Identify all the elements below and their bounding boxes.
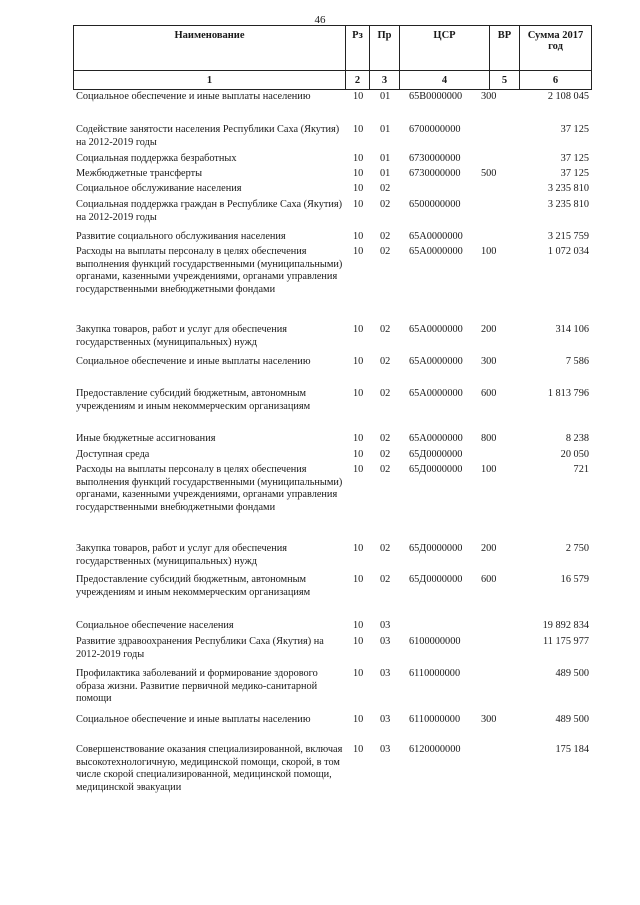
row-sum: 3 235 810 [547,183,589,194]
row-csr: 65Д0000000 [409,574,463,585]
row-rz: 10 [353,636,364,647]
row-vr: 300 [481,714,497,725]
row-name: Межбюджетные трансферты [76,168,203,179]
col-number-5: 5 [490,71,520,90]
row-rz: 10 [353,199,364,210]
row-pr: 02 [380,356,391,367]
row-pr: 01 [380,91,391,102]
row-csr: 6110000000 [409,668,461,679]
row-pr: 02 [380,199,391,210]
row-sum: 2 108 045 [547,91,589,102]
row-name: Социальная поддержка граждан в Республике Саха (Якутия) на 2012-2019 годы [76,199,343,223]
row-vr: 200 [481,543,497,554]
row-csr: 6110000000 [409,714,461,725]
table-header [73,25,592,90]
row-sum: 3 215 759 [547,231,589,242]
row-rz: 10 [353,91,364,102]
row-name: Расходы на выплаты персоналу в целях обеспечения выполнения функций государственными (муниципальными) органами, казенными учреждениями, органами управления государственными внебюджетными фондами [76,246,343,295]
row-sum: 20 050 [560,449,589,460]
row-vr: 300 [481,91,497,102]
row-sum: 37 125 [560,168,589,179]
row-vr: 100 [481,464,497,475]
col-number-1: 1 [74,71,346,90]
row-csr: 65Д0000000 [409,543,463,554]
row-rz: 10 [353,714,364,725]
row-pr: 03 [380,744,391,755]
col-number-6: 6 [520,71,592,90]
header-pr: Пр [370,26,400,71]
row-name: Закупка товаров, работ и услуг для обеспечения государственных (муниципальных) нужд [76,543,287,567]
row-sum: 37 125 [560,124,589,135]
row-sum: 16 579 [560,574,589,585]
row-pr: 02 [380,574,391,585]
row-csr: 65А0000000 [409,388,463,399]
header-name: Наименование [74,26,346,71]
row-csr: 65А0000000 [409,324,463,335]
row-rz: 10 [353,449,364,460]
row-csr: 6100000000 [409,636,461,647]
row-name: Предоставление субсидий бюджетным, автономным учреждениям и иным некоммерческим организациям [76,388,311,412]
row-csr: 65А0000000 [409,231,463,242]
row-rz: 10 [353,668,364,679]
row-pr: 02 [380,388,391,399]
row-pr: 03 [380,636,391,647]
row-sum: 175 184 [555,744,589,755]
row-vr: 800 [481,433,497,444]
row-sum: 2 750 [565,543,589,554]
row-csr: 6700000000 [409,124,461,135]
row-csr: 65А0000000 [409,433,463,444]
row-csr: 65В0000000 [409,91,463,102]
row-sum: 11 175 977 [543,636,589,647]
row-rz: 10 [353,620,364,631]
row-vr: 600 [481,574,497,585]
row-sum: 7 586 [565,356,589,367]
row-pr: 02 [380,246,391,257]
row-rz: 10 [353,388,364,399]
row-rz: 10 [353,464,364,475]
row-sum: 1 813 796 [547,388,589,399]
row-name: Социальное обеспечение населения [76,620,234,631]
row-name: Социальная поддержка безработных [76,153,237,164]
row-name: Доступная среда [76,449,150,460]
row-pr: 02 [380,464,391,475]
row-name: Социальное обеспечение и иные выплаты населению [76,714,311,725]
header-rz: Рз [346,26,370,71]
row-csr: 65Д0000000 [409,449,463,460]
row-rz: 10 [353,153,364,164]
row-csr: 6120000000 [409,744,461,755]
row-sum: 3 235 810 [547,199,589,210]
header-row [74,26,592,71]
row-rz: 10 [353,183,364,194]
row-csr: 6730000000 [409,168,461,179]
row-sum: 489 500 [555,714,589,725]
row-name: Содействие занятости населения Республики Саха (Якутия) на 2012-2019 годы [76,124,340,148]
row-pr: 01 [380,124,391,135]
row-pr: 02 [380,543,391,554]
row-sum: 1 072 034 [547,246,589,257]
row-sum: 489 500 [555,668,589,679]
row-rz: 10 [353,744,364,755]
row-name: Социальное обеспечение и иные выплаты населению [76,356,311,367]
row-name: Социальное обслуживание населения [76,183,242,194]
row-name: Иные бюджетные ассигнования [76,433,216,444]
row-name: Предоставление субсидий бюджетным, автономным учреждениям и иным некоммерческим организациям [76,574,311,598]
row-vr: 100 [481,246,497,257]
row-pr: 01 [380,168,391,179]
row-vr: 300 [481,356,497,367]
row-rz: 10 [353,168,364,179]
row-vr: 600 [481,388,497,399]
row-name: Расходы на выплаты персоналу в целях обеспечения выполнения функций государственными (муниципальными) органами, казенными учреждениями, органами управления государственными внебюджетными фондами [76,464,343,513]
row-csr: 65А0000000 [409,246,463,257]
row-sum: 721 [573,464,589,475]
row-pr: 02 [380,231,391,242]
row-pr: 01 [380,153,391,164]
row-pr: 03 [380,714,391,725]
row-name: Совершенствование оказания специализированной, включая высокотехнологичную, медицинской помощи, скорой, в том числе скорой специализированной, медицинской помощи, медицинской эвакуации [76,744,343,793]
row-sum: 8 238 [565,433,589,444]
header-sum: Сумма 2017 год [520,26,592,71]
page-number: 46 [314,14,326,26]
column-number-row [74,71,592,90]
header-vr: ВР [490,26,520,71]
row-rz: 10 [353,543,364,554]
row-rz: 10 [353,324,364,335]
row-name: Развитие здравоохранения Республики Саха (Якутия) на 2012-2019 годы [76,636,324,660]
row-name: Профилактика заболеваний и формирование здорового образа жизни. Развитие первичной медико-санитарной помощи [76,668,318,705]
col-number-3: 3 [370,71,400,90]
row-rz: 10 [353,124,364,135]
row-rz: 10 [353,433,364,444]
row-sum: 19 892 834 [542,620,589,631]
header-csr: ЦСР [400,26,490,71]
row-vr: 500 [481,168,497,179]
row-name: Развитие социального обслуживания населения [76,231,286,242]
row-csr: 6500000000 [409,199,461,210]
row-name: Социальное обеспечение и иные выплаты населению [76,91,311,102]
row-sum: 37 125 [560,153,589,164]
row-name: Закупка товаров, работ и услуг для обеспечения государственных (муниципальных) нужд [76,324,287,348]
row-pr: 03 [380,668,391,679]
col-number-4: 4 [400,71,490,90]
row-pr: 02 [380,324,391,335]
row-pr: 02 [380,183,391,194]
row-rz: 10 [353,574,364,585]
row-vr: 200 [481,324,497,335]
row-csr: 65Д0000000 [409,464,463,475]
row-rz: 10 [353,246,364,257]
row-csr: 65А0000000 [409,356,463,367]
row-sum: 314 106 [555,324,589,335]
row-pr: 03 [380,620,391,631]
row-rz: 10 [353,356,364,367]
row-rz: 10 [353,231,364,242]
row-pr: 02 [380,433,391,444]
row-csr: 6730000000 [409,153,461,164]
row-pr: 02 [380,449,391,460]
col-number-2: 2 [346,71,370,90]
